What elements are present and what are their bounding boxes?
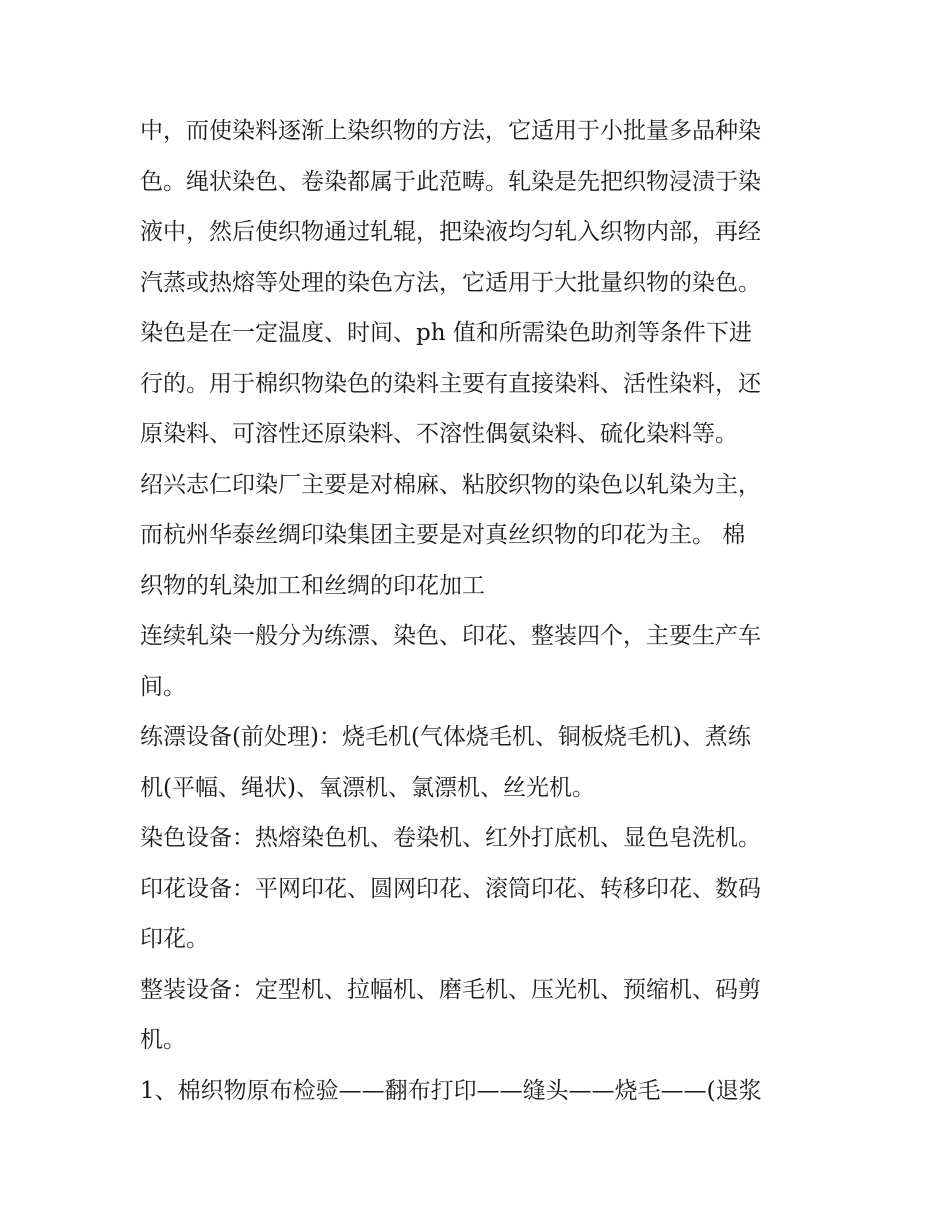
text-line: 行的。用于棉织物染色的染料主要有直接染料、活性染料，还 <box>140 370 761 397</box>
text-line: 整装设备：定型机、拉幅机、磨毛机、压光机、预缩机、码剪 <box>140 976 761 1003</box>
text-line: 色。绳状染色、卷染都属于此范畴。轧染是先把织物浸渍于染 <box>140 168 761 195</box>
text-line: 染色是在一定温度、时间、ph 值和所需染色助剂等条件下进 <box>140 320 752 346</box>
text-line: 机(平幅、绳状)、氧漂机、氯漂机、丝光机。 <box>140 774 595 801</box>
text-line: 液中，然后使织物通过轧辊，把染液均匀轧入织物内部，再经 <box>140 219 761 245</box>
text-line: 印花设备：平网印花、圆网印花、滚筒印花、转移印花、数码 <box>140 875 761 902</box>
text-line: 印花。 <box>140 926 209 952</box>
document-body <box>140 106 820 1116</box>
text-line: 中，而使染料逐渐上染织物的方法，它适用于小批量多品种染 <box>140 118 761 144</box>
text-line: 绍兴志仁印染厂主要是对棉麻、粘胶织物的染色以轧染为主， <box>140 471 761 498</box>
text-line: 1、棉织物原布检验——翻布打印——缝头——烧毛——(退浆 <box>140 1077 762 1104</box>
text-line: 织物的轧染加工和丝绸的印花加工 <box>140 572 485 599</box>
text-line: 原染料、可溶性还原染料、不溶性偶氨染料、硫化染料等。 <box>140 421 738 447</box>
text-line: 汽蒸或热熔等处理的染色方法，它适用于大批量织物的染色。 <box>140 269 761 296</box>
text-line: 连续轧染一般分为练漂、染色、印花、整装四个，主要生产车 <box>140 623 761 649</box>
text-line: 机。 <box>140 1027 186 1053</box>
text-line: 间。 <box>140 673 186 700</box>
text-line: 练漂设备(前处理)：烧毛机(气体烧毛机、铜板烧毛机)、煮练 <box>140 724 751 750</box>
text-line: 而杭州华泰丝绸印染集团主要是对真丝织物的印花为主。 棉 <box>140 522 746 548</box>
text-line: 染色设备：热熔染色机、卷染机、红外打底机、显色皂洗机。 <box>140 825 761 851</box>
